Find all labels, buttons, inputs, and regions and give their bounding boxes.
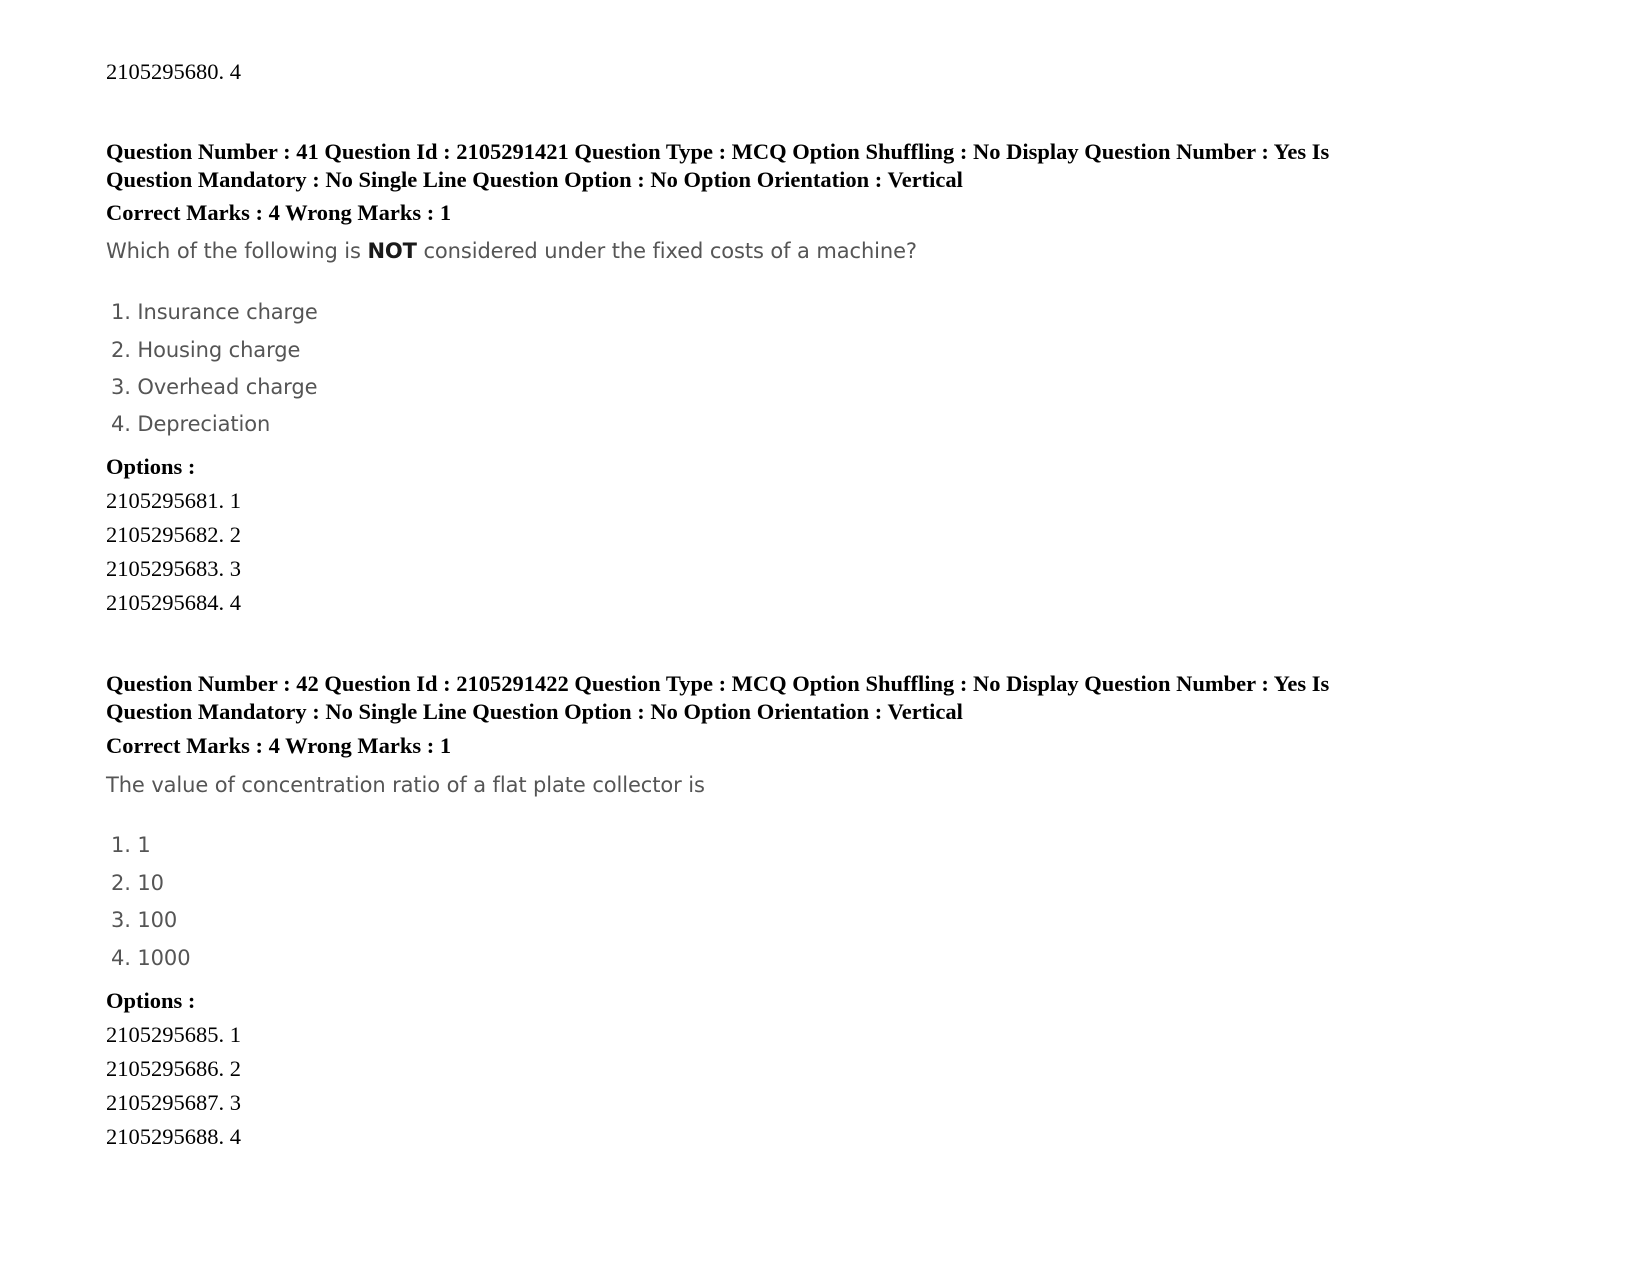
question-42-choice-4: 4. 1000 bbox=[111, 946, 191, 970]
question-41-stem bbox=[106, 237, 917, 265]
question-41-option-1: 2105295681. 1 bbox=[106, 488, 241, 513]
question-42-choice-3: 3. 100 bbox=[111, 908, 178, 932]
question-42-header-line1: Question Number : 42 Question Id : 2105291422 Question Type : MCQ Option Shuffling : No Display Question Number : Yes Is bbox=[106, 671, 1330, 696]
question-42-option-1: 2105295685. 1 bbox=[106, 1022, 241, 1047]
question-41-option-4: 2105295684. 4 bbox=[106, 590, 241, 615]
question-41-options-label: Options : bbox=[106, 454, 196, 479]
question-41-option-2: 2105295682. 2 bbox=[106, 522, 241, 547]
question-42-header bbox=[106, 670, 1526, 726]
prev-option: 2105295680. 4 bbox=[106, 59, 241, 84]
question-41-choice-2: 2. Housing charge bbox=[111, 338, 301, 362]
question-42-stem: The value of concentration ratio of a flat plate collector is bbox=[106, 773, 705, 797]
question-41-choice-3: 3. Overhead charge bbox=[111, 375, 318, 399]
question-42-options-label: Options : bbox=[106, 988, 196, 1013]
question-42-header-line2: Question Mandatory : No Single Line Question Option : No Option Orientation : Vertical bbox=[106, 699, 963, 724]
question-41-header-line2: Question Mandatory : No Single Line Question Option : No Option Orientation : Vertical bbox=[106, 167, 963, 192]
question-41-stem-after: considered under the fixed costs of a machine? bbox=[416, 239, 917, 263]
question-41-choice-1: 1. Insurance charge bbox=[111, 300, 318, 324]
question-41-choice-4: 4. Depreciation bbox=[111, 412, 271, 436]
question-41-stem-before: Which of the following is bbox=[106, 239, 368, 263]
question-42-option-4: 2105295688. 4 bbox=[106, 1124, 241, 1149]
question-42-marks: Correct Marks : 4 Wrong Marks : 1 bbox=[106, 733, 452, 758]
question-42-option-3: 2105295687. 3 bbox=[106, 1090, 241, 1115]
question-41-header-line1: Question Number : 41 Question Id : 2105291421 Question Type : MCQ Option Shuffling : No Display Question Number : Yes Is bbox=[106, 139, 1330, 164]
question-41-option-3: 2105295683. 3 bbox=[106, 556, 241, 581]
question-42-option-2: 2105295686. 2 bbox=[106, 1056, 241, 1081]
question-41-marks: Correct Marks : 4 Wrong Marks : 1 bbox=[106, 200, 452, 225]
question-41-stem-bold: NOT bbox=[367, 239, 417, 263]
question-41-header bbox=[106, 138, 1526, 194]
question-42-choice-2: 2. 10 bbox=[111, 871, 164, 895]
question-42-choice-1: 1. 1 bbox=[111, 833, 151, 857]
